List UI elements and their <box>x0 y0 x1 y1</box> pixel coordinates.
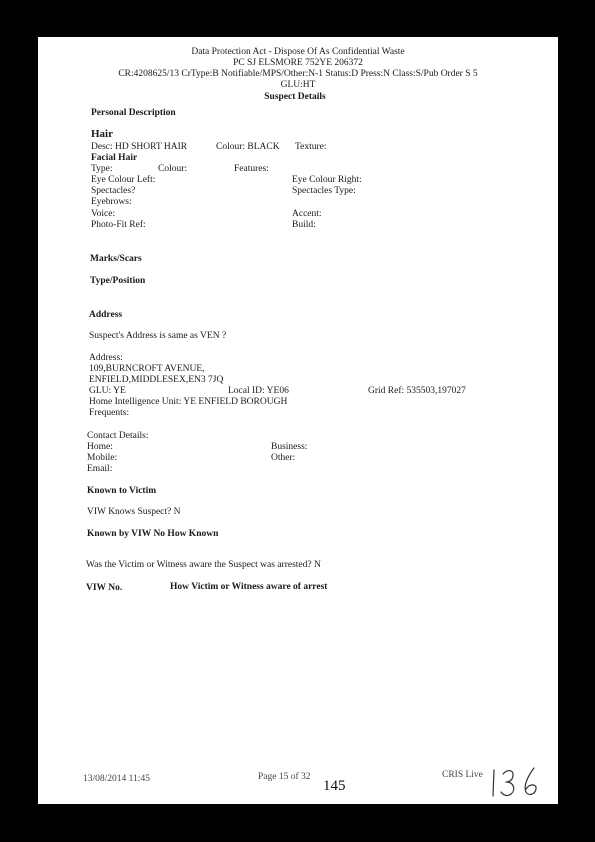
eye-colour-right: Eye Colour Right: <box>292 175 362 185</box>
contact-business: Business: <box>271 442 308 452</box>
known-to-victim-heading: Known to Victim <box>87 486 157 496</box>
address-local-id: Local ID: YE06 <box>228 386 289 396</box>
page-number: 145 <box>323 778 346 794</box>
home-intelligence-unit: Home Intelligence Unit: YE ENFIELD BOROUGH <box>89 397 288 407</box>
hair-colour: Colour: BLACK <box>216 142 280 152</box>
hair-desc: Desc: HD SHORT HAIR <box>91 142 188 152</box>
build: Build: <box>292 220 316 230</box>
viw-no-heading: VIW No. <box>86 583 123 593</box>
hair-texture: Texture: <box>295 142 327 152</box>
viw-knows-suspect: VIW Knows Suspect? N <box>87 507 181 517</box>
type-position-heading: Type/Position <box>90 276 146 286</box>
facial-features: Features: <box>234 164 269 174</box>
address-grid-ref: Grid Ref: 535503,197027 <box>368 386 466 396</box>
footer-page: Page 15 of 32 <box>258 772 311 782</box>
personal-description-heading: Personal Description <box>91 108 176 118</box>
contact-home: Home: <box>87 442 113 452</box>
address-line-1: 109,BURNCROFT AVENUE, <box>89 364 205 374</box>
footer-cris-live: CRIS Live <box>442 770 483 780</box>
contact-details-heading: Contact Details: <box>87 431 149 441</box>
contact-email: Email: <box>87 464 113 474</box>
frequents: Frequents: <box>89 408 130 418</box>
voice: Voice: <box>91 209 116 219</box>
hair-heading: Hair <box>91 128 113 140</box>
header-line-3: CR:4208625/13 CrType:B Notifiable/MPS/Other:N-1 Status:D Press:N Class:S/Pub Order S 5 <box>118 69 478 79</box>
eye-colour-left: Eye Colour Left: <box>91 175 156 185</box>
contact-other: Other: <box>271 453 296 463</box>
spectacles-type: Spectacles Type: <box>292 186 356 196</box>
header-line-4: GLU:HT <box>280 80 316 90</box>
footer-datetime: 13/08/2014 11:45 <box>83 774 150 784</box>
address-line-2: ENFIELD,MIDDLESEX,EN3 7JQ <box>89 375 224 385</box>
how-aware-heading: How Victim or Witness aware of arrest <box>170 582 328 592</box>
aware-arrested: Was the Victim or Witness aware the Suspect was arrested? N <box>86 560 321 570</box>
facial-type: Type: <box>91 164 113 174</box>
accent: Accent: <box>292 209 322 219</box>
address-glu: GLU: YE <box>89 386 126 396</box>
eyebrows: Eyebrows: <box>91 197 132 207</box>
header-line-1: Data Protection Act - Dispose Of As Confidential Waste <box>191 47 405 57</box>
contact-mobile: Mobile: <box>87 453 118 463</box>
address-label: Address: <box>89 353 123 363</box>
address-heading: Address <box>89 310 123 320</box>
marks-scars-heading: Marks/Scars <box>90 254 142 264</box>
facial-hair-heading: Facial Hair <box>91 153 138 163</box>
document-page <box>38 37 558 804</box>
spectacles: Spectacles? <box>91 186 136 196</box>
same-as-ven: Suspect's Address is same as VEN ? <box>89 331 227 341</box>
photo-fit-ref: Photo-Fit Ref: <box>91 220 146 230</box>
handwritten-page-number <box>490 762 550 800</box>
facial-colour: Colour: <box>158 164 188 174</box>
header-line-2: PC SJ ELSMORE 752YE 206372 <box>233 58 363 68</box>
page-title: Suspect Details <box>264 92 326 102</box>
known-by-viw-heading: Known by VIW No How Known <box>87 529 219 539</box>
